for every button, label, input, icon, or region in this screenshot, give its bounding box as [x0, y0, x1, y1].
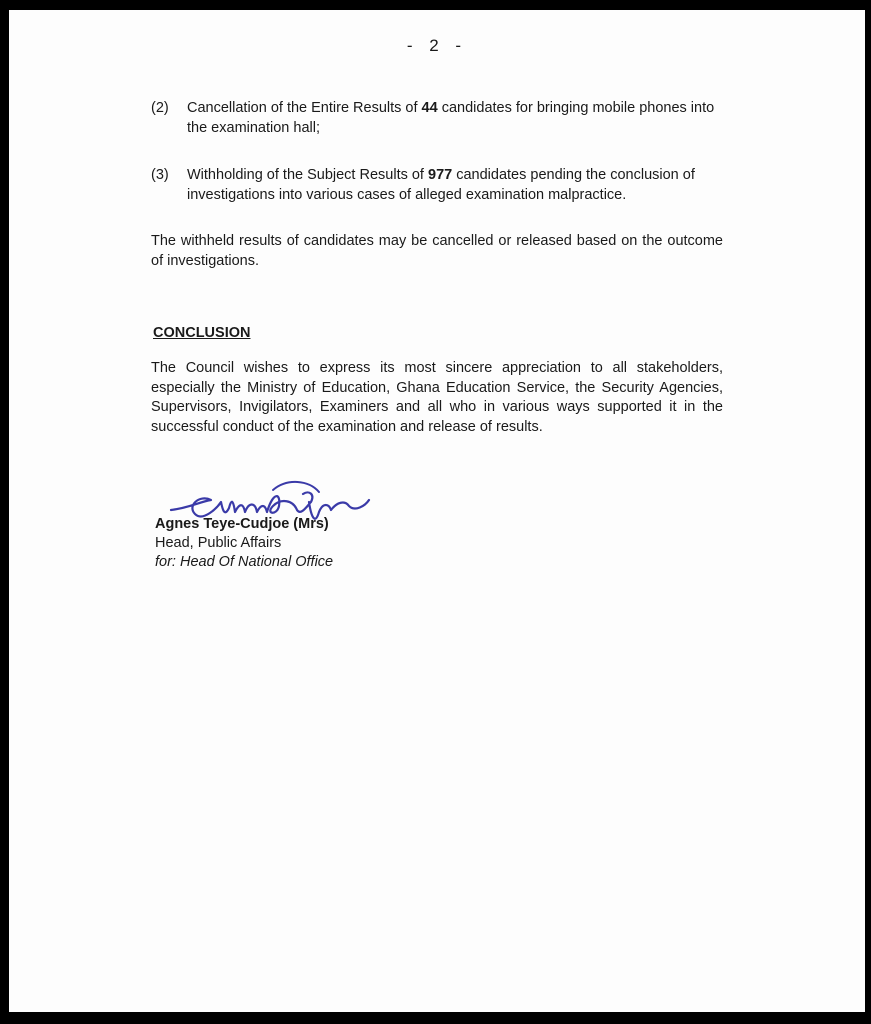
item-text: Withholding of the Subject Results of 977 candidates pending the conclusion of investigations into various cases of alleged examination malpractice.	[187, 167, 695, 203]
item-number: (2)	[151, 100, 169, 116]
signatory-for-line: for: Head Of National Office	[155, 554, 334, 570]
signatory-title: Head, Public Affairs	[155, 535, 282, 551]
candidate-count: 44	[421, 100, 438, 116]
page-number: - 2 -	[406, 36, 468, 55]
signatory-name: Agnes Teye-Cudjoe (Mrs)	[155, 516, 329, 532]
item-number: (3)	[151, 167, 169, 183]
item-text: Cancellation of the Entire Results of 44 candidates for bringing mobile phones into the examination hall;	[187, 100, 715, 136]
conclusion-body: The Council wishes to express its most sincere appreciation to all stakeholders, especially the Ministry of Education, Ghana Education Service, the Security Agencies, Supervisors, Invigilators, Examiners and all who in various ways supported it in the successful conduct of the examination and release of results.	[151, 360, 723, 435]
conclusion-heading: CONCLUSION	[153, 325, 251, 341]
candidate-count: 977	[428, 167, 453, 183]
document-page	[9, 10, 865, 1012]
withheld-note: The withheld results of candidates may be cancelled or released based on the outcome of investigations.	[151, 233, 723, 269]
